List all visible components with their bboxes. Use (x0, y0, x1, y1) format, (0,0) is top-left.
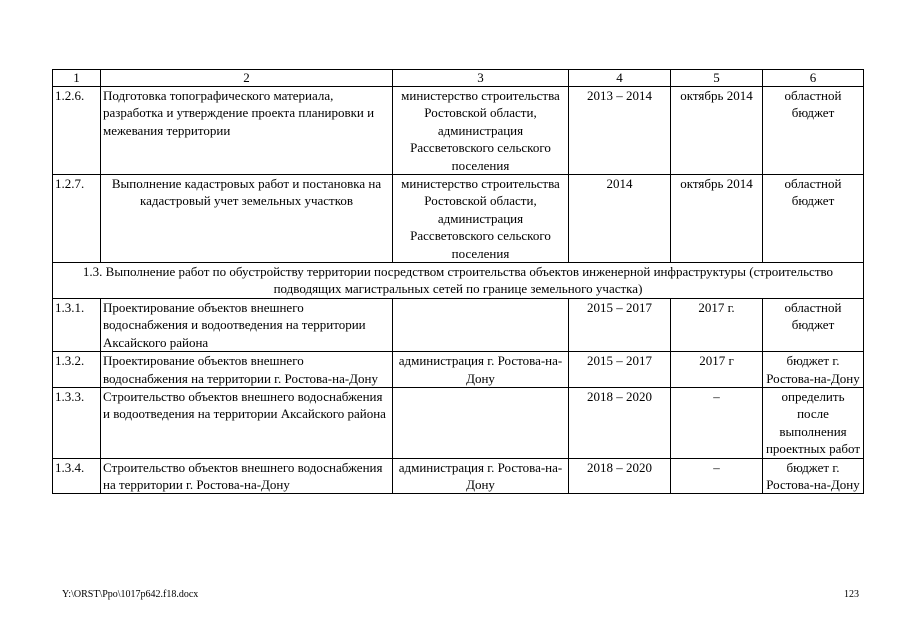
header-cell-2: 2 (101, 70, 393, 87)
header-cell-6: 6 (763, 70, 864, 87)
measure-name: Строительство объектов внешнего водоснабжения и водоотведения на территории Аксайского района (101, 387, 393, 458)
section-row (53, 263, 864, 299)
measures-table (52, 69, 864, 494)
funding-source: областной бюджет (763, 298, 864, 351)
deadline: октябрь 2014 (671, 87, 763, 175)
executor: администрация г. Ростова-на-Дону (393, 458, 569, 494)
row-number: 1.3.1. (53, 298, 101, 351)
page-number: 123 (844, 589, 859, 600)
row-number: 1.3.2. (53, 352, 101, 388)
executor (393, 387, 569, 458)
table-header-row (53, 70, 864, 87)
header-cell-1: 1 (53, 70, 101, 87)
deadline: – (671, 458, 763, 494)
measure-name: Проектирование объектов внешнего водоснабжения и водоотведения на территории Аксайского района (101, 298, 393, 351)
measure-name: Подготовка топографического материала, разработка и утверждение проекта планировки и межевания территории (101, 87, 393, 175)
funding-source: областной бюджет (763, 175, 864, 263)
measure-name: Строительство объектов внешнего водоснабжения на территории г. Ростова-на-Дону (101, 458, 393, 494)
executor: администрация г. Ростова-на-Дону (393, 352, 569, 388)
executor (393, 298, 569, 351)
table-row (53, 352, 864, 388)
row-number: 1.2.6. (53, 87, 101, 175)
period: 2014 (569, 175, 671, 263)
measure-name: Выполнение кадастровых работ и постановка на кадастровый учет земельных участков (101, 175, 393, 263)
deadline: 2017 г. (671, 298, 763, 351)
table-row (53, 458, 864, 494)
period: 2015 – 2017 (569, 352, 671, 388)
executor: министерство строительства Ростовской области, администрация Рассветовского сельского поселения (393, 175, 569, 263)
deadline: – (671, 387, 763, 458)
section-heading: 1.3. Выполнение работ по обустройству территории посредством строительства объектов инженерной инфраструктуры (строительство подводящих магистральных сетей по границе земельного участка) (53, 263, 864, 299)
funding-source: бюджет г. Ростова-на-Дону (763, 352, 864, 388)
funding-source: бюджет г. Ростова-на-Дону (763, 458, 864, 494)
measure-name: Проектирование объектов внешнего водоснабжения на территории г. Ростова-на-Дону (101, 352, 393, 388)
header-cell-5: 5 (671, 70, 763, 87)
table-row (53, 87, 864, 175)
period: 2018 – 2020 (569, 387, 671, 458)
deadline: 2017 г (671, 352, 763, 388)
funding-source: определить после выполнения проектных работ (763, 387, 864, 458)
period: 2015 – 2017 (569, 298, 671, 351)
footer-file-path: Y:\ORST\Ppo\1017p642.f18.docx (62, 589, 199, 600)
deadline: октябрь 2014 (671, 175, 763, 263)
row-number: 1.3.3. (53, 387, 101, 458)
header-cell-3: 3 (393, 70, 569, 87)
table-row (53, 387, 864, 458)
header-cell-4: 4 (569, 70, 671, 87)
row-number: 1.3.4. (53, 458, 101, 494)
period: 2018 – 2020 (569, 458, 671, 494)
row-number: 1.2.7. (53, 175, 101, 263)
table-row (53, 298, 864, 351)
table-row (53, 175, 864, 263)
funding-source: областной бюджет (763, 87, 864, 175)
period: 2013 – 2014 (569, 87, 671, 175)
executor: министерство строительства Ростовской области, администрация Рассветовского сельского поселения (393, 87, 569, 175)
